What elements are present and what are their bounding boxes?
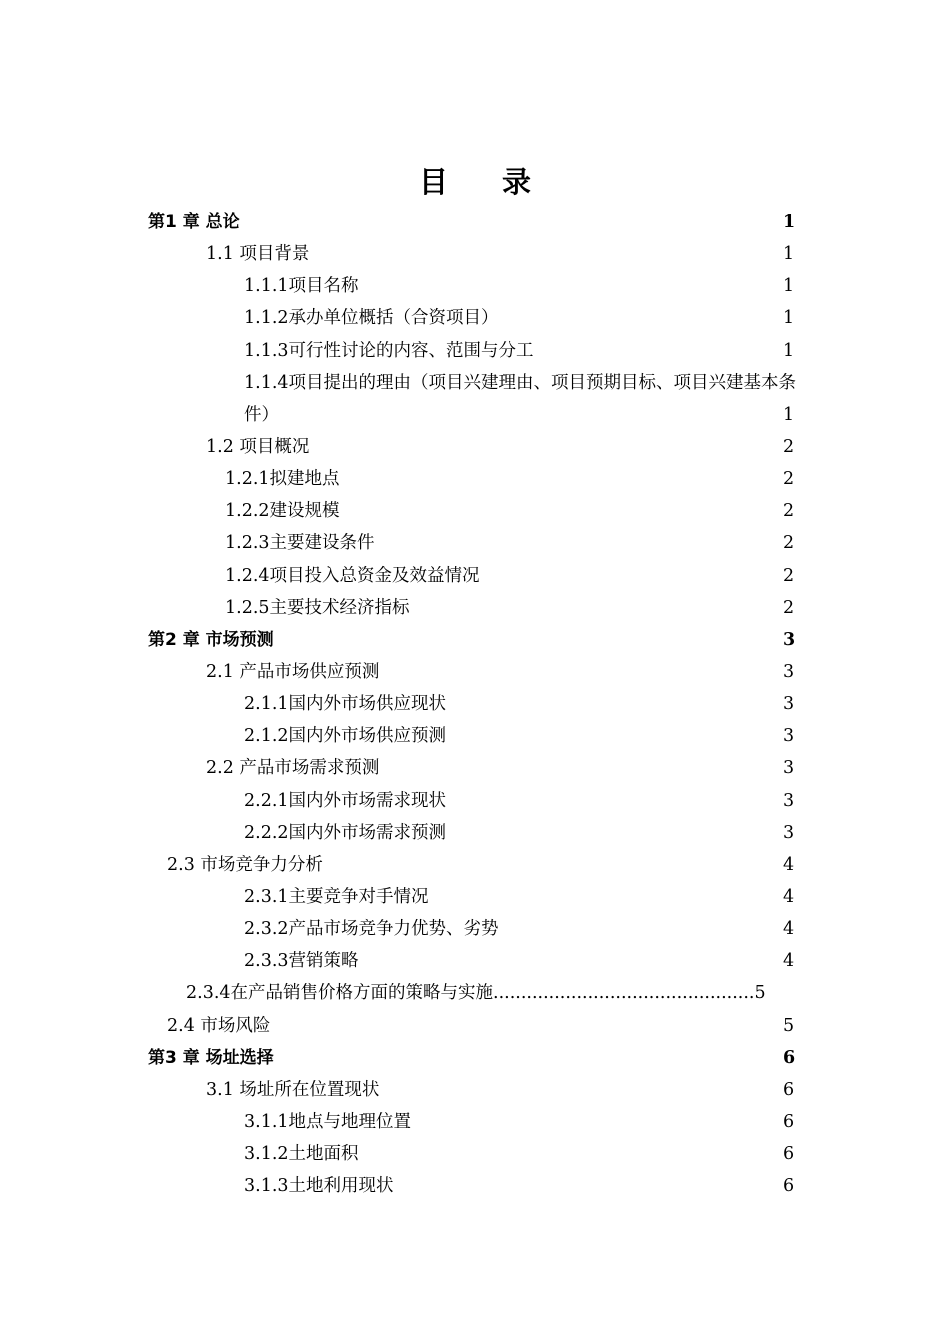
toc-page-number: 3 [783, 822, 795, 843]
toc-subsection-dotted[interactable] [0, 977, 950, 1009]
toc-entry-text: 2.3.3营销策略 [244, 951, 359, 972]
toc-page-number: 5 [783, 1015, 795, 1036]
toc-section[interactable] [0, 431, 950, 463]
toc-page-number: 6 [783, 1144, 795, 1165]
toc-subsection[interactable] [0, 1138, 950, 1170]
toc-entry-text: 1.2.2建设规模 [225, 501, 340, 522]
toc-section[interactable] [0, 656, 950, 688]
toc-entry-text: 2.1 产品市场供应预测 [206, 661, 380, 682]
toc-entry-text: 2.3.4在产品销售价格方面的策略与实施...............................................5 [186, 983, 766, 1004]
toc-entry-text: 1.1.3可行性讨论的内容、范围与分工 [244, 340, 534, 361]
toc-entry-text: 1.1.1项目名称 [244, 276, 359, 297]
toc-page-number: 4 [783, 886, 795, 907]
toc-page-number: 1 [783, 212, 796, 232]
toc-entry-text: 1.2.1拟建地点 [225, 469, 340, 490]
toc-entry-text: 2.2.2国内外市场需求预测 [244, 822, 447, 843]
toc-page-number: 2 [783, 565, 795, 586]
toc-entry-text: 2.3.1主要竞争对手情况 [244, 886, 429, 907]
toc-chapter[interactable] [0, 206, 950, 238]
toc-list [0, 206, 950, 1202]
toc-entry-text: 第3 章 场址选择 [148, 1047, 274, 1068]
toc-subsection[interactable] [0, 592, 950, 624]
toc-page-number: 3 [783, 758, 795, 779]
toc-subsection[interactable] [0, 817, 950, 849]
toc-page-number: 1 [783, 404, 795, 425]
toc-entry-text: 第1 章 总论 [148, 212, 240, 232]
toc-entry-text: 2.1.1国内外市场供应现状 [244, 694, 447, 715]
toc-entry-text: 3.1.3土地利用现状 [244, 1176, 394, 1197]
toc-page-number: 6 [783, 1111, 795, 1132]
toc-subsection[interactable] [0, 367, 950, 431]
toc-entry-text: 第2 章 市场预测 [148, 629, 274, 650]
toc-entry-text: 1.2.5主要技术经济指标 [225, 597, 410, 618]
toc-page-number: 3 [783, 790, 795, 811]
toc-page-number: 1 [783, 276, 795, 297]
toc-page-number: 2 [783, 469, 795, 490]
toc-page-number: 3 [783, 726, 795, 747]
toc-entry-text: 1.1 项目背景 [206, 244, 310, 265]
toc-page-number: 4 [783, 854, 795, 875]
toc-entry-text: 1.1.2承办单位概括（合资项目） [244, 308, 499, 329]
toc-subsection[interactable] [0, 335, 950, 367]
toc-section[interactable] [0, 849, 950, 881]
toc-section[interactable] [0, 1010, 950, 1042]
toc-entry-text: 3.1.2土地面积 [244, 1144, 359, 1165]
toc-entry-text: 2.3.2产品市场竞争力优势、劣势 [244, 919, 499, 940]
toc-chapter[interactable] [0, 1042, 950, 1074]
toc-subsection[interactable] [0, 945, 950, 977]
toc-entry-text: 3.1 场址所在位置现状 [206, 1079, 380, 1100]
toc-subsection[interactable] [0, 270, 950, 302]
toc-subsection[interactable] [0, 881, 950, 913]
toc-page-number: 1 [783, 308, 795, 329]
toc-subsection[interactable] [0, 688, 950, 720]
toc-subsection[interactable] [0, 560, 950, 592]
toc-page-number: 2 [783, 597, 795, 618]
toc-section[interactable] [0, 1074, 950, 1106]
toc-subsection[interactable] [0, 302, 950, 334]
toc-page-number: 4 [783, 919, 795, 940]
toc-subsection[interactable] [0, 785, 950, 817]
page-title: 目 录 [418, 165, 554, 199]
toc-entry-text: 1.2.3主要建设条件 [225, 533, 375, 554]
toc-subsection[interactable] [0, 527, 950, 559]
toc-entry-text: 1.2.4项目投入总资金及效益情况 [225, 565, 480, 586]
toc-entry-text: 2.2.1国内外市场需求现状 [244, 790, 447, 811]
toc-entry-text: 2.4 市场风险 [167, 1015, 271, 1036]
toc-entry-text: 2.3 市场竞争力分析 [167, 854, 323, 875]
toc-page-number: 2 [783, 501, 795, 522]
toc-entry-text: 2.1.2国内外市场供应预测 [244, 726, 447, 747]
toc-page-number: 2 [783, 533, 795, 554]
toc-page-number: 6 [783, 1047, 796, 1068]
toc-chapter[interactable] [0, 624, 950, 656]
toc-subsection[interactable] [0, 720, 950, 752]
toc-section[interactable] [0, 752, 950, 784]
toc-subsection[interactable] [0, 495, 950, 527]
toc-page-number: 1 [783, 244, 795, 265]
toc-subsection[interactable] [0, 463, 950, 495]
toc-page-number: 1 [783, 340, 795, 361]
toc-page-number: 3 [783, 661, 795, 682]
toc-entry-text: 1.2 项目概况 [206, 437, 310, 457]
toc-page-number: 6 [783, 1176, 795, 1197]
toc-page-number: 3 [783, 629, 796, 650]
toc-subsection[interactable] [0, 1170, 950, 1202]
toc-page-number: 3 [783, 694, 795, 715]
toc-subsection[interactable] [0, 1106, 950, 1138]
toc-page-number: 4 [783, 951, 795, 972]
toc-section[interactable] [0, 238, 950, 270]
toc-entry-text: 3.1.1地点与地理位置 [244, 1111, 412, 1132]
toc-page-number: 6 [783, 1079, 795, 1100]
toc-page-number: 2 [783, 437, 795, 457]
toc-entry-text: 2.2 产品市场需求预测 [206, 758, 380, 779]
toc-entry-text: 1.1.4项目提出的理由（项目兴建理由、项目预期目标、项目兴建基本条件） [244, 372, 797, 425]
toc-subsection[interactable] [0, 913, 950, 945]
